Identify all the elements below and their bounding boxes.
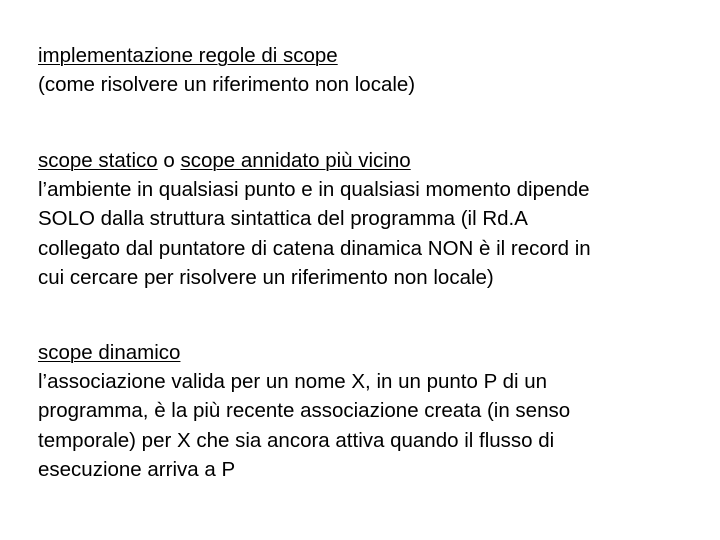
nested-scope-term: scope annidato più vicino	[180, 149, 411, 172]
section-heading-dynamic-scope: scope dinamico	[38, 341, 181, 364]
section-heading-static-scope	[38, 146, 698, 175]
static-scope-line-2: SOLO dalla struttura sintattica del programma (il Rd.A	[38, 207, 528, 231]
dynamic-scope-line-1: l’associazione valida per un nome X, in un punto P di un	[38, 370, 548, 394]
section-heading-scope-rules: implementazione regole di scope	[38, 44, 338, 67]
dynamic-scope-line-4: esecuzione arriva a P	[38, 457, 236, 481]
section-subtitle: (come risolvere un riferimento non locale)	[38, 73, 416, 97]
static-scope-line-3: collegato dal puntatore di catena dinamica NON è il record in	[38, 236, 591, 260]
heading-connector: o	[157, 149, 181, 172]
section-dynamic-scope	[38, 338, 698, 484]
section-static-scope	[38, 146, 698, 292]
static-scope-line-4: cui cercare per risolvere un riferimento non locale)	[38, 265, 494, 289]
dynamic-scope-line-2: programma, è la più recente associazione creata (in senso	[38, 399, 571, 423]
static-scope-term: scope statico	[38, 149, 158, 172]
static-scope-line-1: l’ambiente in qualsiasi punto e in qualsiasi momento dipende	[38, 178, 590, 202]
dynamic-scope-line-3: temporale) per X che sia ancora attiva quando il flusso di	[38, 428, 555, 452]
section-scope-rules	[38, 41, 698, 99]
